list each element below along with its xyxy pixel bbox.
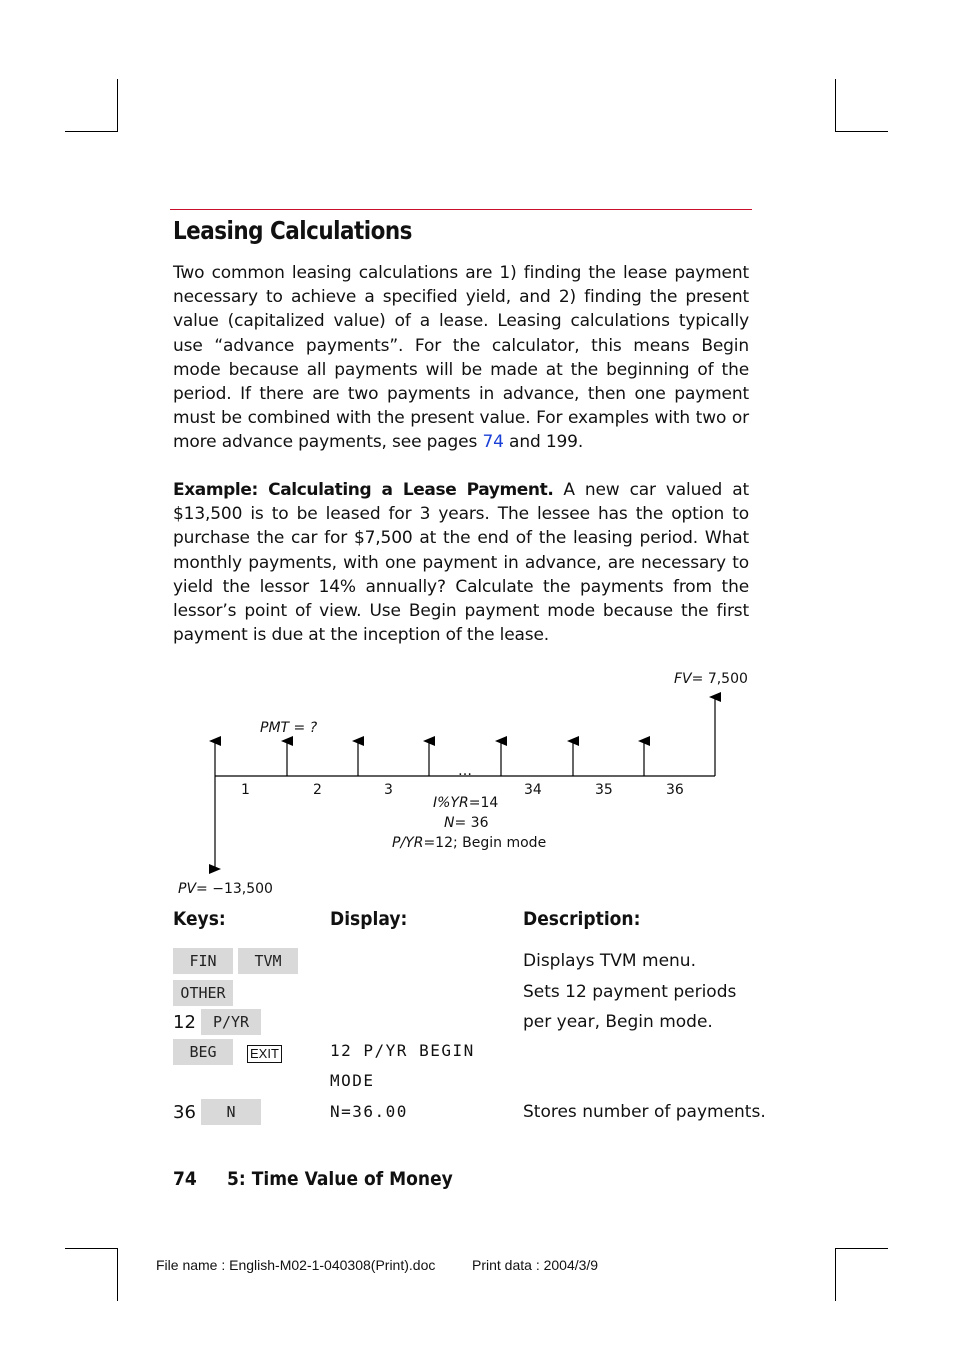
key-number-12: 12 xyxy=(173,1012,196,1033)
description-header: Description: xyxy=(523,908,641,930)
display-header: Display: xyxy=(330,908,408,930)
period-label-2: 2 xyxy=(313,782,322,798)
display-n-result: N=36.00 xyxy=(330,1102,408,1121)
desc-periods-2: per year, Begin mode. xyxy=(523,1012,713,1032)
pyr-label: P/YR=12; Begin mode xyxy=(392,835,547,851)
period-label-1: 1 xyxy=(241,782,250,798)
intro-text-end: and 199. xyxy=(503,432,584,453)
axis-ellipsis: … xyxy=(458,763,472,779)
other-key[interactable]: OTHER xyxy=(173,980,233,1006)
period-label-34: 34 xyxy=(524,782,542,798)
n-label: N= 36 xyxy=(444,815,489,831)
period-label-35: 35 xyxy=(595,782,613,798)
fin-key[interactable]: FIN xyxy=(173,948,233,974)
exit-key[interactable]: EXIT xyxy=(247,1045,282,1063)
period-label-36: 36 xyxy=(666,782,684,798)
pyr-key[interactable]: P/YR xyxy=(201,1009,261,1035)
key-number-36: 36 xyxy=(173,1102,196,1123)
fv-label: FV= 7,500 xyxy=(674,671,748,687)
example-body: A new car valued at $13,500 is to be leased for 3 years. The lessee has the option to purchase the car for $7,500 at the end of the leasing period. What monthly payments, with one payment in advance, are necessary to yield the lessor 14% annually? Calculate the payments from the lessor’s point of view. Use Begin payment mode because the first payment is due at the inception of the lease. xyxy=(173,480,749,646)
display-line-1: 12 P/YR BEGIN xyxy=(330,1041,475,1060)
print-date: Print data : 2004/3/9 xyxy=(472,1257,599,1273)
chapter-title: 5: Time Value of Money xyxy=(227,1168,453,1190)
period-label-3: 3 xyxy=(384,782,393,798)
section-heading: Leasing Calculations xyxy=(173,216,412,245)
page-number: 74 xyxy=(173,1168,197,1190)
page-link-74[interactable]: 74 xyxy=(482,432,504,453)
beg-key[interactable]: BEG xyxy=(173,1039,233,1065)
file-name: File name : English-M02-1-040308(Print).doc xyxy=(156,1257,436,1273)
intro-text: Two common leasing calculations are 1) finding the lease payment necessary to achieve a specified yield, and 2) finding the present value (capitalized value) of a lease. Leasing calculations typically use “advance payments”. For the calculator, this means Begin mode because all payments will be made at the beginning of the period. If there are two payments in advance, then one payment must be combined with the present value. For examples with two or more advance payments, see pages xyxy=(173,263,749,453)
pmt-label: PMT = ? xyxy=(260,720,318,736)
n-key[interactable]: N xyxy=(201,1099,261,1125)
tvm-key[interactable]: TVM xyxy=(238,948,298,974)
pv-label: PV= −13,500 xyxy=(178,881,273,897)
desc-tvm-menu: Displays TVM menu. xyxy=(523,951,696,971)
example-title: Example: Calculating a Lease Payment. xyxy=(173,480,554,500)
desc-stores: Stores number of payments. xyxy=(523,1102,766,1122)
display-line-2: MODE xyxy=(330,1071,375,1090)
keys-header: Keys: xyxy=(173,908,226,930)
iyr-label: I%YR=14 xyxy=(433,795,499,811)
desc-periods-1: Sets 12 payment periods xyxy=(523,982,737,1002)
